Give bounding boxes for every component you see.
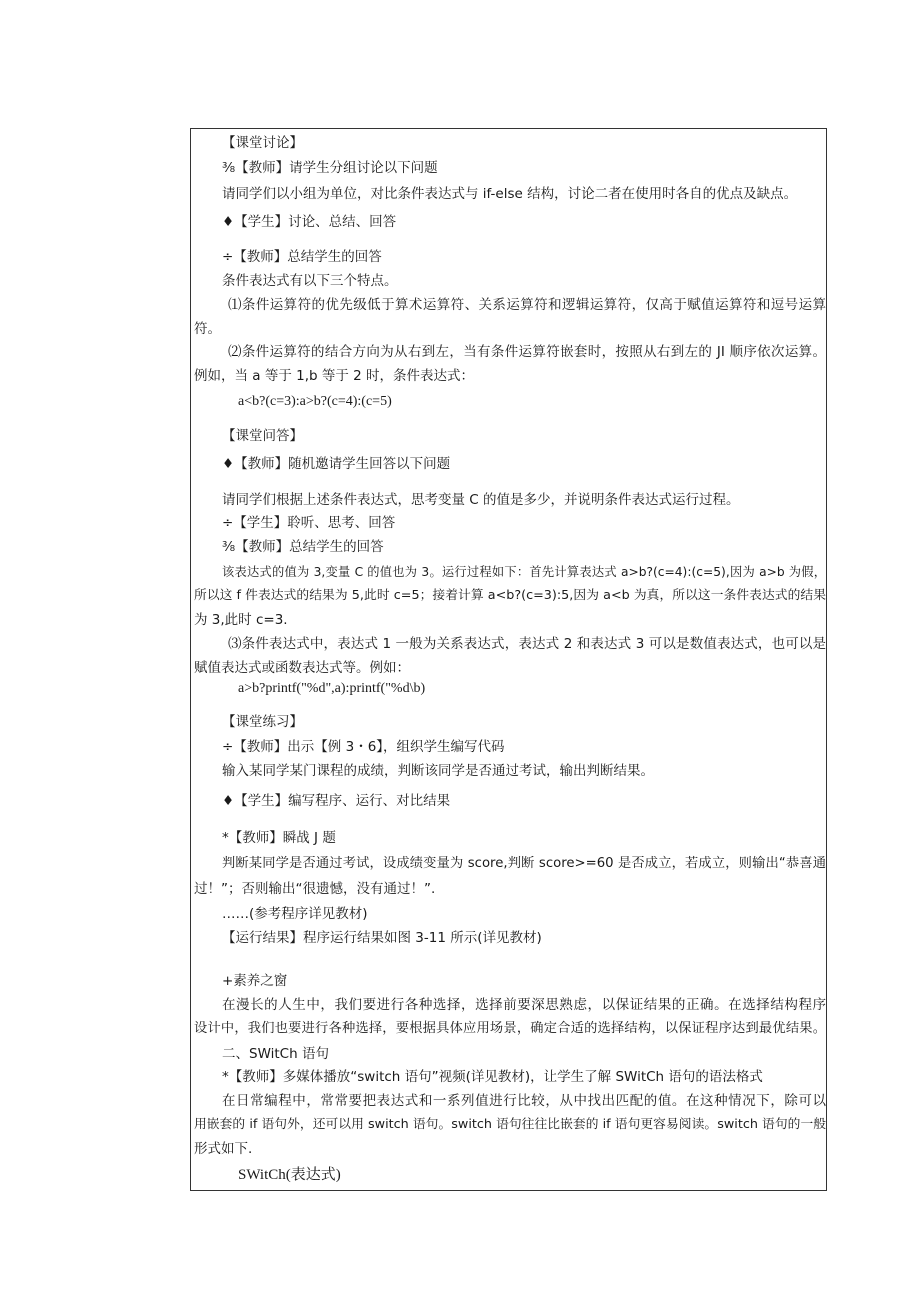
heading-class-qa: 【课堂问答】	[222, 428, 303, 444]
text-line: ⑴条件运算符的优先级低于算术运算符、关系运算符和逻辑运算符，仅高于赋值运算符和逗号运算	[228, 297, 826, 313]
text-line: 为 3,此时 c=3.	[194, 612, 288, 628]
heading-literacy-window: +素养之窗	[222, 973, 288, 989]
text-line: 设计中，我们也要进行各种选择，要根据具体应用场景，确定合适的选择结构，以保证程序达到最优结果。	[194, 1021, 826, 1036]
text-line: 在漫长的人生中，我们要进行各种选择，选择前要深思熟虑，以保证结果的正确。在选择结构程序	[222, 997, 826, 1013]
text-line: 在日常编程中，常常要把表达式和一系列值进行比较，从中找出匹配的值。在这种情况下，除可以	[222, 1093, 826, 1109]
text-line: 例如，当 a 等于 1,b 等于 2 时，条件表达式：	[194, 368, 475, 384]
heading-class-practice: 【课堂练习】	[222, 714, 303, 730]
teacher-line: ÷【教师】出示【例 3・6】，组织学生编写代码	[222, 739, 505, 755]
code-line: SWitCh(表达式)	[238, 1167, 341, 1183]
teacher-line: *【教师】瞬战 J 题	[222, 830, 336, 846]
section-heading-switch: 二、SWitCh 语句	[222, 1046, 329, 1062]
run-result-line: 【运行结果】程序运行结果如图 3-11 所示(详见教材)	[222, 930, 542, 946]
text-line: 输入某同学某门课程的成绩，判断该同学是否通过考试，输出判断结果。	[222, 763, 654, 779]
text-line: 赋值表达式或函数表达式等。例如：	[194, 660, 410, 676]
text-line: 符。	[194, 321, 221, 337]
text-line: 判断某同学是否通过考试，设成绩变量为 score,判断 score>=60 是否成立，若成立，则输出“恭喜通	[222, 856, 826, 871]
text-line: 形式如下.	[194, 1141, 253, 1157]
teacher-line: ⅜【教师】请学生分组讨论以下问题	[222, 160, 438, 176]
text-line: 过！”；否则输出“很遗憾，没有通过！”.	[194, 881, 436, 897]
text-line: 条件表达式有以下三个特点。	[222, 273, 398, 289]
text-line: ……(参考程序详见教材)	[222, 906, 368, 922]
teacher-line: *【教师】多媒体播放“switch 语句”视频(详见教材)，让学生了解 SWitCh 语句的语法格式	[222, 1069, 763, 1085]
student-line: ♦【学生】讨论、总结、回答	[222, 214, 397, 230]
text-line: 请同学们根据上述条件表达式，思考变量 C 的值是多少，并说明条件表达式运行过程。	[222, 492, 740, 508]
text-line: ⑶条件表达式中，表达式 1 一般为关系表达式，表达式 2 和表达式 3 可以是数值表达式，也可以是	[228, 636, 826, 652]
text-line: 该表达式的值为 3,变量 C 的值也为 3。运行过程如下：首先计算表达式 a>b?(c=4):(c=5),因为 a>b 为假，	[222, 565, 826, 579]
text-line: 所以这 f 件表达式的结果为 5,此时 c=5；接着计算 a<b?(c=3):5,因为 a<b 为真，所以这一条件表达式的结果	[194, 588, 826, 603]
teacher-line: ÷【教师】总结学生的回答	[222, 249, 382, 265]
text-line: ⑵条件运算符的结合方向为从右到左，当有条件运算符嵌套时，按照从右到左的 JI 顺序依次运算。	[228, 344, 826, 360]
code-line: a>b?printf("%d",a):printf("%d\b)	[238, 681, 426, 696]
text-line: 请同学们以小组为单位，对比条件表达式与 if-else 结构，讨论二者在使用时各自的优点及缺点。	[222, 186, 798, 202]
student-line: ÷【学生】聆听、思考、回答	[222, 515, 396, 531]
text-line: 用嵌套的 if 语句外，还可以用 switch 语句。switch 语句往往比嵌套的 if 语句更容易阅读。switch 语句的一般	[194, 1117, 826, 1132]
teacher-line: ♦【教师】随机邀请学生回答以下问题	[222, 456, 451, 472]
teacher-line: ⅜【教师】总结学生的回答	[222, 539, 384, 555]
student-line: ♦【学生】编写程序、运行、对比结果	[222, 793, 451, 809]
heading-class-discussion: 【课堂讨论】	[222, 135, 303, 151]
code-line: a<b?(c=3):a>b?(c=4):(c=5)	[238, 394, 392, 409]
